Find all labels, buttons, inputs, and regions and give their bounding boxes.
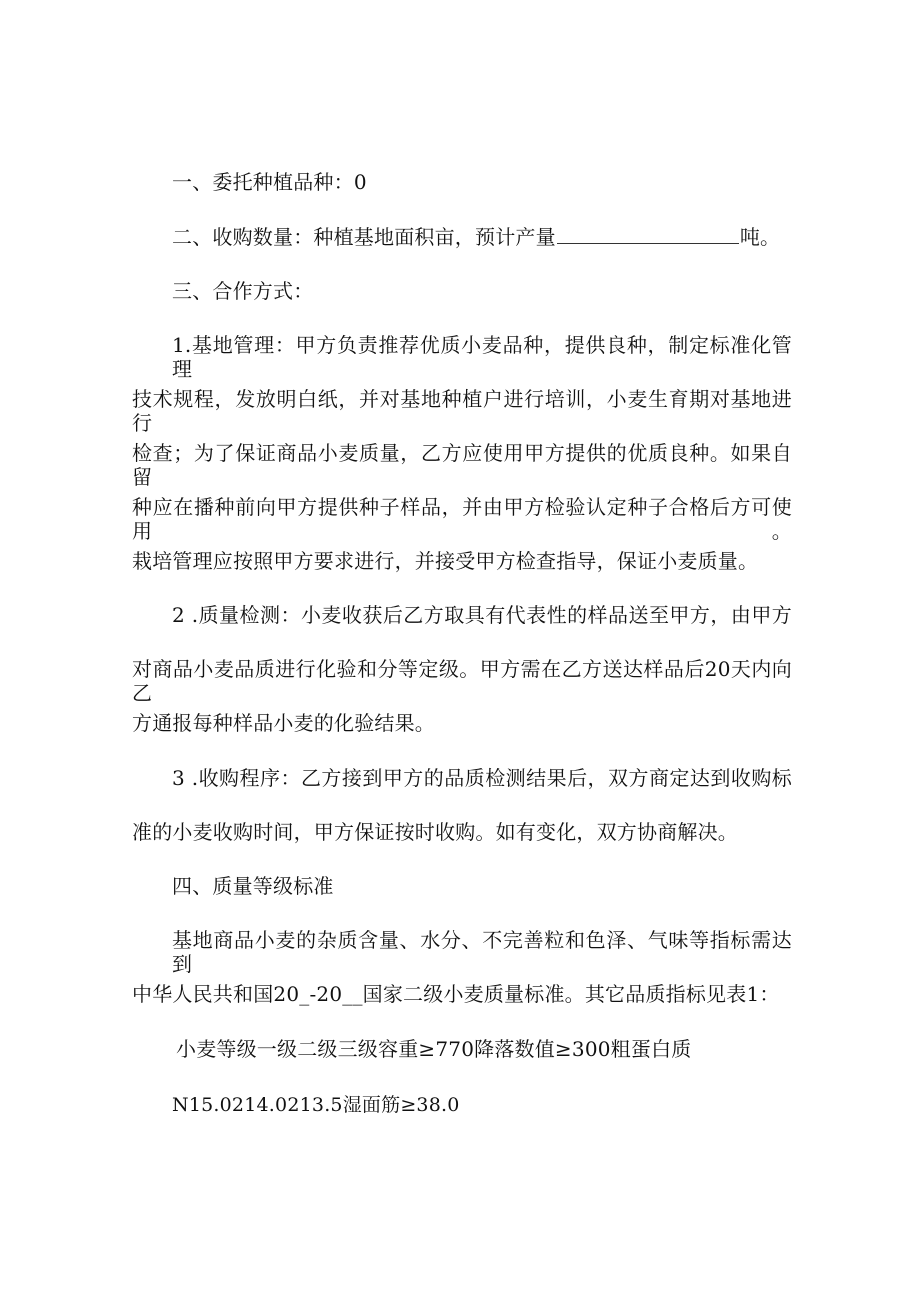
section-4-heading: 四、质量等级标准 bbox=[172, 874, 334, 898]
p4-line-1: 基地商品小麦的杂质含量、水分、不完善粒和色泽、气味等指标需达到 bbox=[172, 928, 792, 976]
section-2-unit: 吨。 bbox=[739, 225, 781, 249]
p1-line-5: 栽培管理应按照甲方要求进行，并接受甲方检查指导，保证小麦质量。 bbox=[132, 549, 759, 573]
p1-line-2: 技术规程，发放明白纸，并对基地种植户进行培训，小麦生育期对基地进行 bbox=[132, 387, 792, 435]
p2-line-1: 2 .质量检测：小麦收获后乙方取具有代表性的样品送至甲方，由甲方 bbox=[172, 603, 792, 627]
p2-line-3: 方通报每种样品小麦的化验结果。 bbox=[132, 711, 435, 735]
p3-line-2: 准的小麦收购时间，甲方保证按时收购。如有变化，双方协商解决。 bbox=[132, 820, 738, 844]
section-2-heading bbox=[172, 225, 780, 249]
table-line-2: N15.0214.0213.5湿面筋≥38.0 bbox=[172, 1094, 460, 1116]
section-1-value: 0 bbox=[353, 170, 367, 194]
p1-line-4: 种应在播种前向甲方提供种子样品，并由甲方检验认定种子合格后方可使用。 bbox=[132, 495, 792, 543]
p4-line-2: 中华人民共和国20_-20__国家二级小麦质量标准。其它品质指标见表1： bbox=[132, 982, 780, 1006]
section-1-heading bbox=[172, 170, 367, 194]
p1-line-3: 检查；为了保证商品小麦质量，乙方应使用甲方提供的优质良种。如果自留 bbox=[132, 441, 792, 489]
p3-line-1: 3 .收购程序：乙方接到甲方的品质检测结果后，双方商定达到收购标 bbox=[172, 766, 792, 790]
section-3-heading: 三、合作方式： bbox=[172, 279, 314, 303]
section-1-label: 一、委托种植品种： bbox=[172, 170, 354, 194]
p1-line-1: 1.基地管理：甲方负责推荐优质小麦品种，提供良种，制定标准化管理 bbox=[172, 333, 792, 381]
table-line-1: 小麦等级一级二级三级容重≥770降落数值≥300粗蛋白质 bbox=[176, 1037, 692, 1061]
p2-line-2: 对商品小麦品质进行化验和分等定级。甲方需在乙方送达样品后20天内向乙 bbox=[132, 657, 792, 705]
blank-underline bbox=[557, 225, 739, 244]
section-2-label: 二、收购数量：种植基地面积亩，预计产量 bbox=[172, 225, 556, 249]
